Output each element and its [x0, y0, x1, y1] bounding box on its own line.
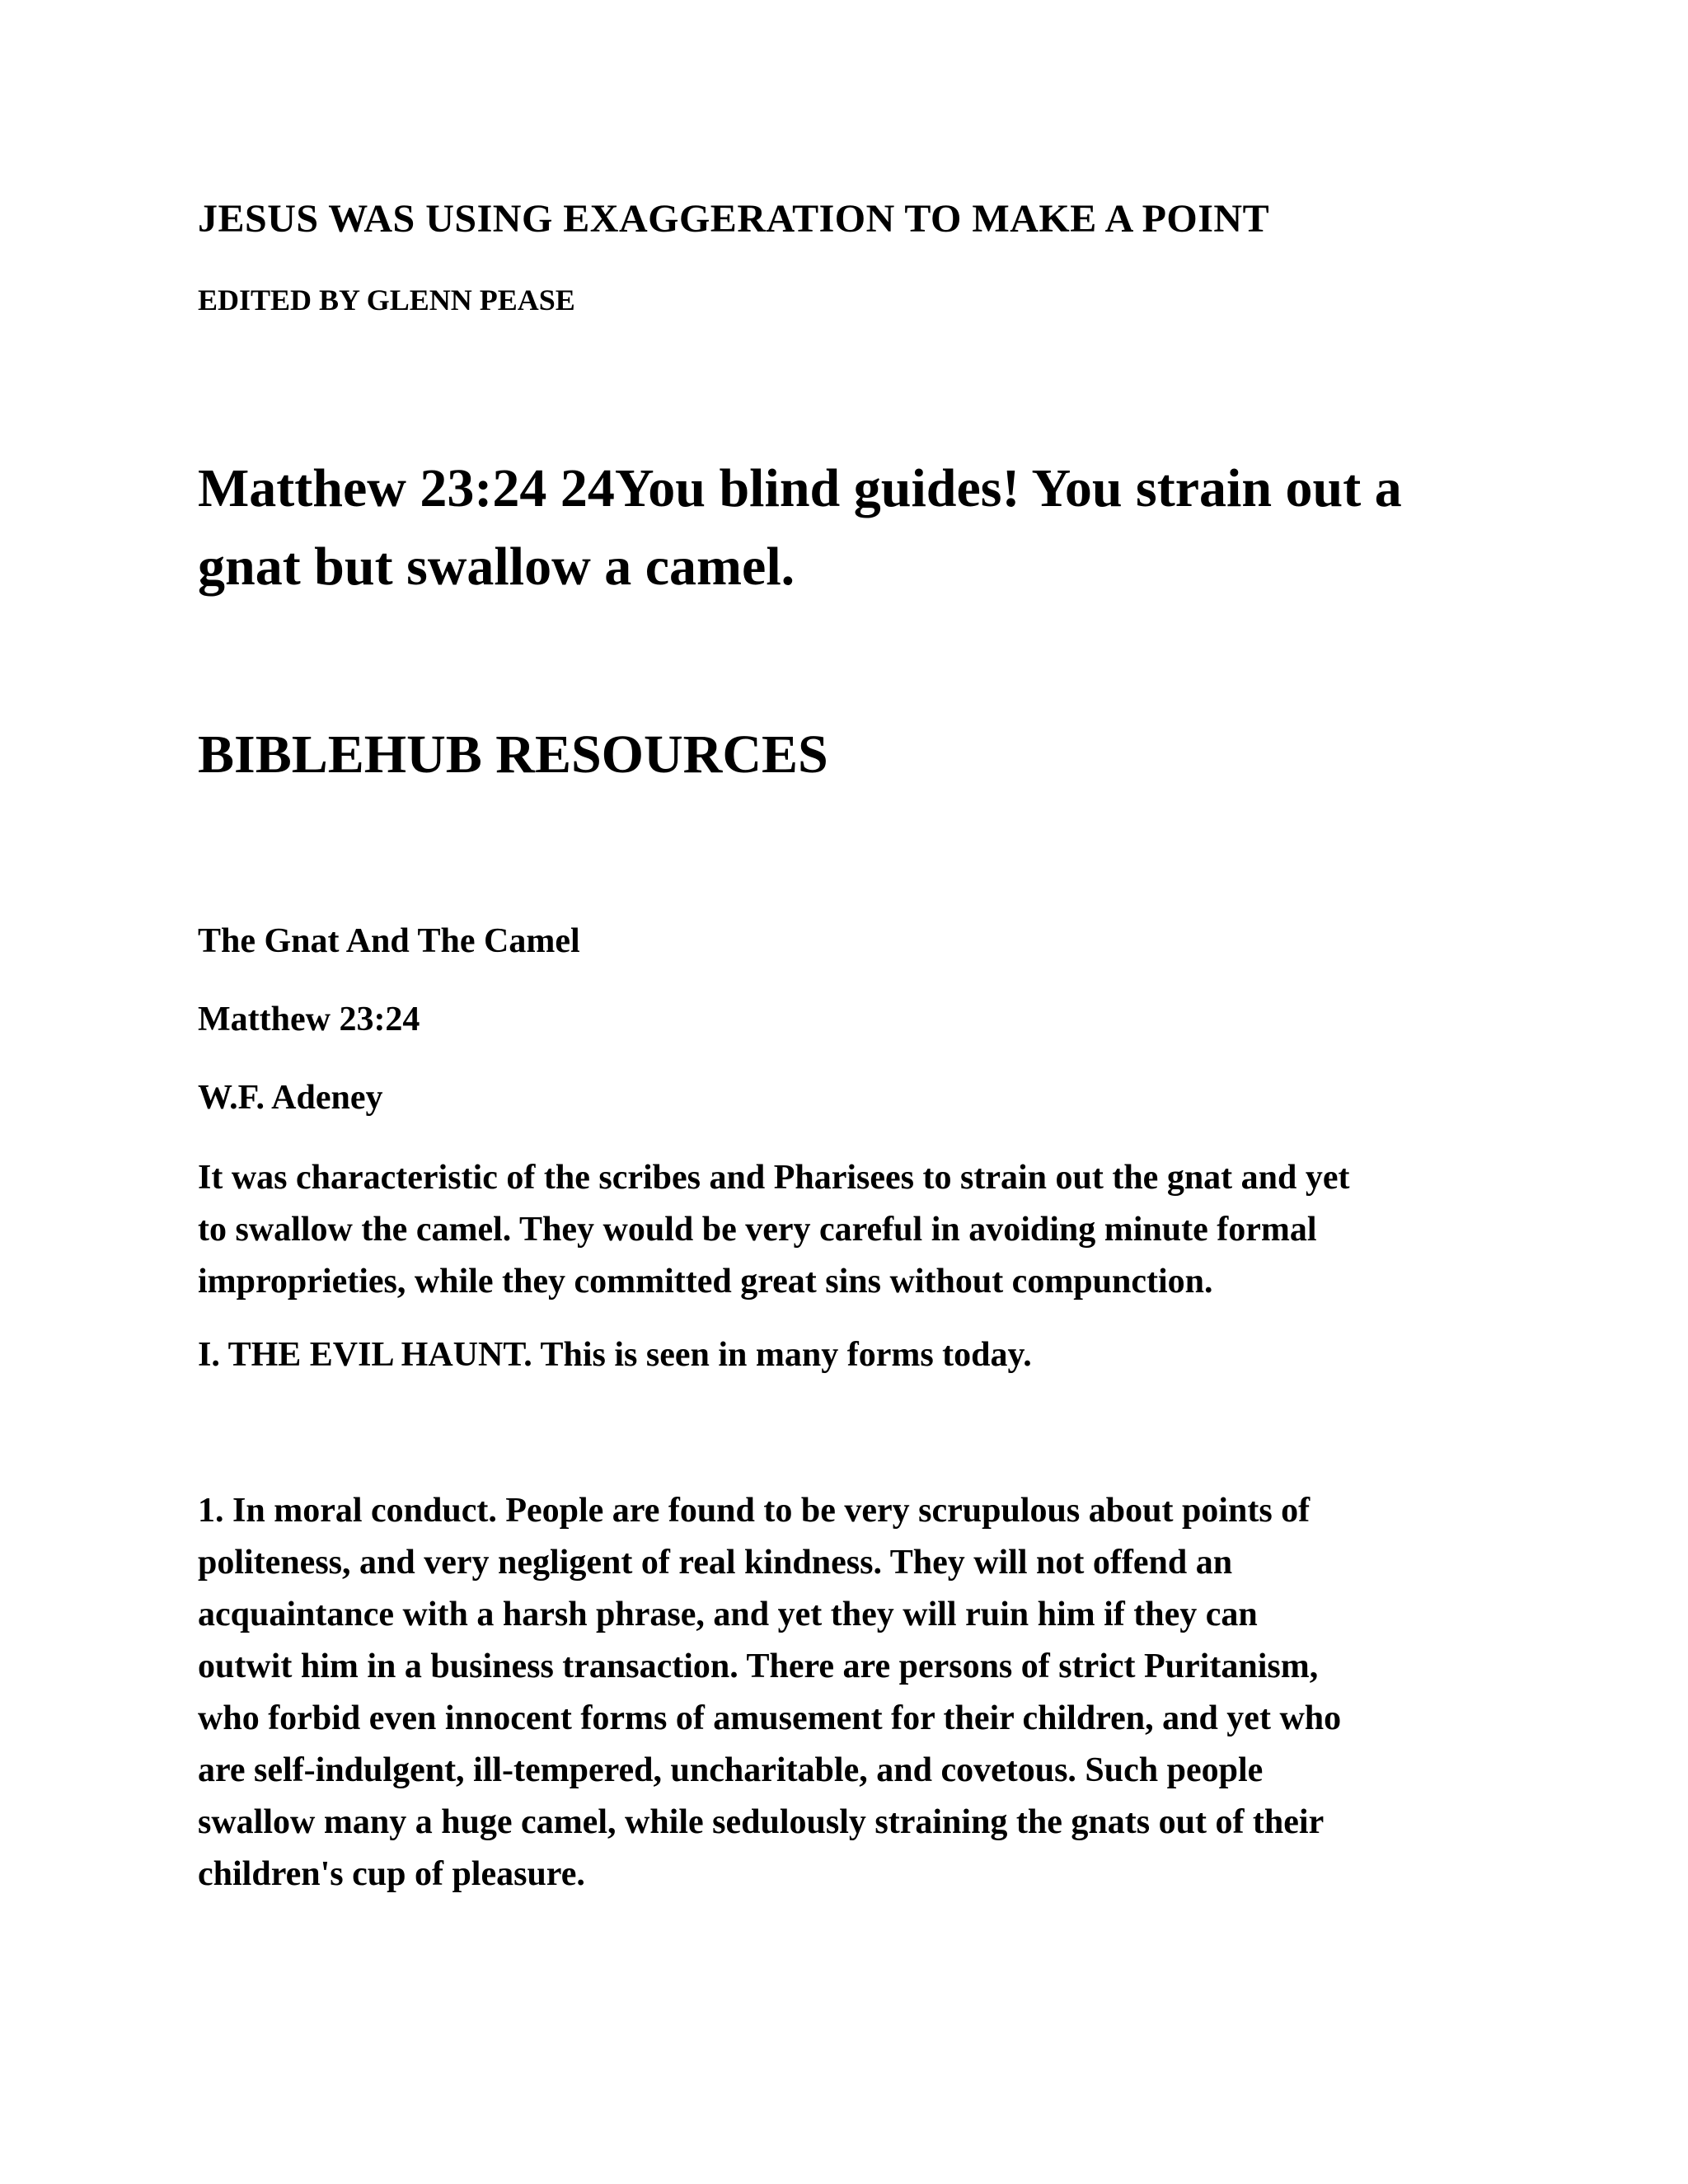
point-one-heading: I. THE EVIL HAUNT. This is seen in many forms today.: [198, 1336, 1032, 1374]
scripture-verse: [198, 449, 1517, 606]
paragraph-line: politeness, and very negligent of real kindness. They will not offend an: [198, 1544, 1233, 1582]
paragraph-line: to swallow the camel. They would be very careful in avoiding minute formal: [198, 1211, 1317, 1249]
sermon-author: W.F. Adeney: [198, 1079, 383, 1117]
sermon-reference: Matthew 23:24: [198, 1001, 420, 1038]
intro-paragraph: [198, 1152, 1500, 1308]
paragraph-line: outwit him in a business transaction. There are persons of strict Puritanism,: [198, 1647, 1319, 1685]
paragraph-line: who forbid even innocent forms of amusement for their children, and yet who: [198, 1699, 1342, 1737]
verse-line: Matthew 23:24 24You blind guides! You strain out a: [198, 458, 1402, 518]
document-title: JESUS WAS USING EXAGGERATION TO MAKE A POINT: [198, 197, 1270, 241]
section-heading: BIBLEHUB RESOURCES: [198, 724, 828, 785]
editor-credit: EDITED BY GLENN PEASE: [198, 284, 575, 316]
sermon-title: The Gnat And The Camel: [198, 922, 580, 960]
paragraph-line: swallow many a huge camel, while sedulously straining the gnats out of their: [198, 1803, 1325, 1841]
verse-line: gnat but swallow a camel.: [198, 537, 795, 597]
paragraph-line: acquaintance with a harsh phrase, and yet they will ruin him if they can: [198, 1596, 1258, 1633]
paragraph-line: improprieties, while they committed great sins without compunction.: [198, 1263, 1213, 1301]
paragraph-line: children's cup of pleasure.: [198, 1855, 585, 1893]
paragraph-line: 1. In moral conduct. People are found to be very scrupulous about points of: [198, 1492, 1311, 1530]
paragraph-line: It was characteristic of the scribes and Pharisees to strain out the gnat and yet: [198, 1159, 1350, 1197]
moral-conduct-paragraph: [198, 1485, 1500, 1900]
paragraph-line: are self-indulgent, ill-tempered, uncharitable, and covetous. Such people: [198, 1751, 1264, 1789]
